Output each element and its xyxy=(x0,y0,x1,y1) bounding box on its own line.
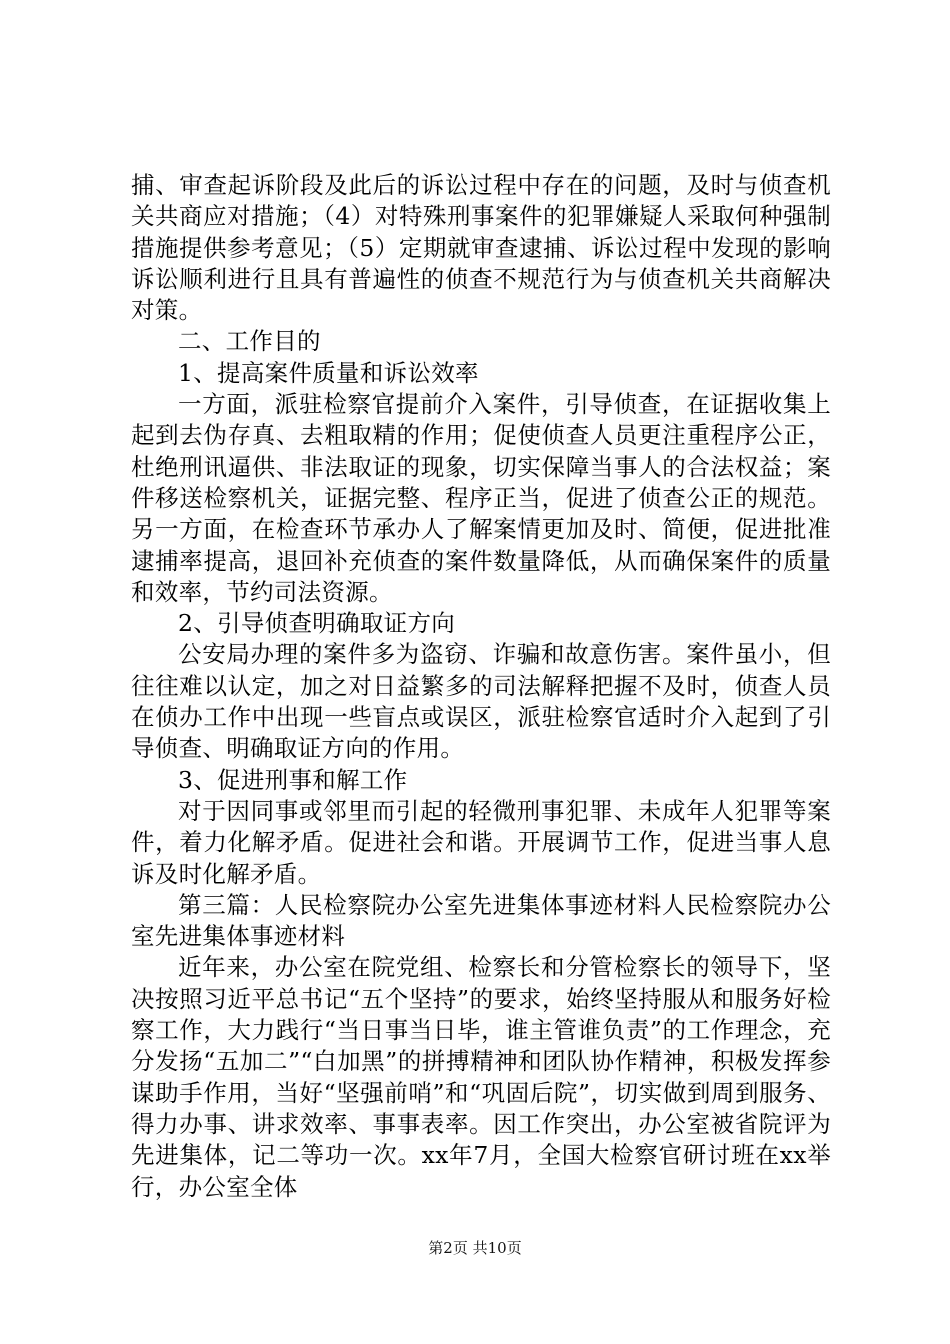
paragraph-1: 捕、审查起诉阶段及此后的诉讼过程中存在的问题，及时与侦查机关共商应对措施；（4）对特殊刑事案件的犯罪嫌疑人采取何种强制措施提供参考意见；（5）定期就审查逮捕、诉讼过程中发现的影响诉讼顺利进行且具有普遍性的侦查不规范行为与侦查机关共商解决对策。 xyxy=(131,171,831,325)
paragraph-2: 一方面，派驻检察官提前介入案件，引导侦查，在证据收集上起到去伪存真、去粗取精的作用；促使侦查人员更注重程序公正，杜绝刑讯逼供、非法取证的现象，切实保障当事人的合法权益；案件移送检察机关，证据完整、程序正当，促进了侦查公正的规范。另一方面，在检查环节承办人了解案情更加及时、简便，促进批准逮捕率提高，退回补充侦查的案件数量降低，从而确保案件的质量和效率，节约司法资源。 xyxy=(131,390,831,606)
subheading-3: 3、促进刑事和解工作 xyxy=(178,765,408,794)
subheading-2: 2、引导侦查明确取证方向 xyxy=(178,609,456,638)
document-body xyxy=(131,170,831,1203)
page-footer: 第2页 共10页 xyxy=(428,1239,522,1257)
section-heading-work-purpose: 二、工作目的 xyxy=(178,327,321,356)
subheading-1: 1、提高案件质量和诉讼效率 xyxy=(178,358,479,387)
paragraph-3: 公安局办理的案件多为盗窃、诈骗和故意伤害。案件虽小，但往往难以认定，加之对日益繁多的司法解释把握不及时，侦查人员在侦办工作中出现一些盲点或误区，派驻检察官适时介入起到了引导侦查、明确取证方向的作用。 xyxy=(131,640,831,763)
section-heading-third-article: 第三篇：人民检察院办公室先进集体事迹材料人民检察院办公室先进集体事迹材料 xyxy=(131,890,831,951)
paragraph-5: 近年来，办公室在院党组、检察长和分管检察长的领导下，坚决按照习近平总书记“五个坚持”的要求，始终坚持服从和服务好检察工作，大力践行“当日事当日毕，谁主管谁负责”的工作理念，充分发扬“五加二”“白加黑”的拼搏精神和团队协作精神，积极发挥参谋助手作用，当好“坚强前哨”和“巩固后院”，切实做到周到服务、得力办事、讲求效率、事事表率。因工作突出，办公室被省院评为先进集体，记二等功一次。xx年7月，全国大检察官研讨班在xx举行，办公室全体 xyxy=(131,953,831,1201)
paragraph-4: 对于因同事或邻里而引起的轻微刑事犯罪、未成年人犯罪等案件，着力化解矛盾。促进社会和谐。开展调节工作，促进当事人息诉及时化解矛盾。 xyxy=(131,796,831,888)
